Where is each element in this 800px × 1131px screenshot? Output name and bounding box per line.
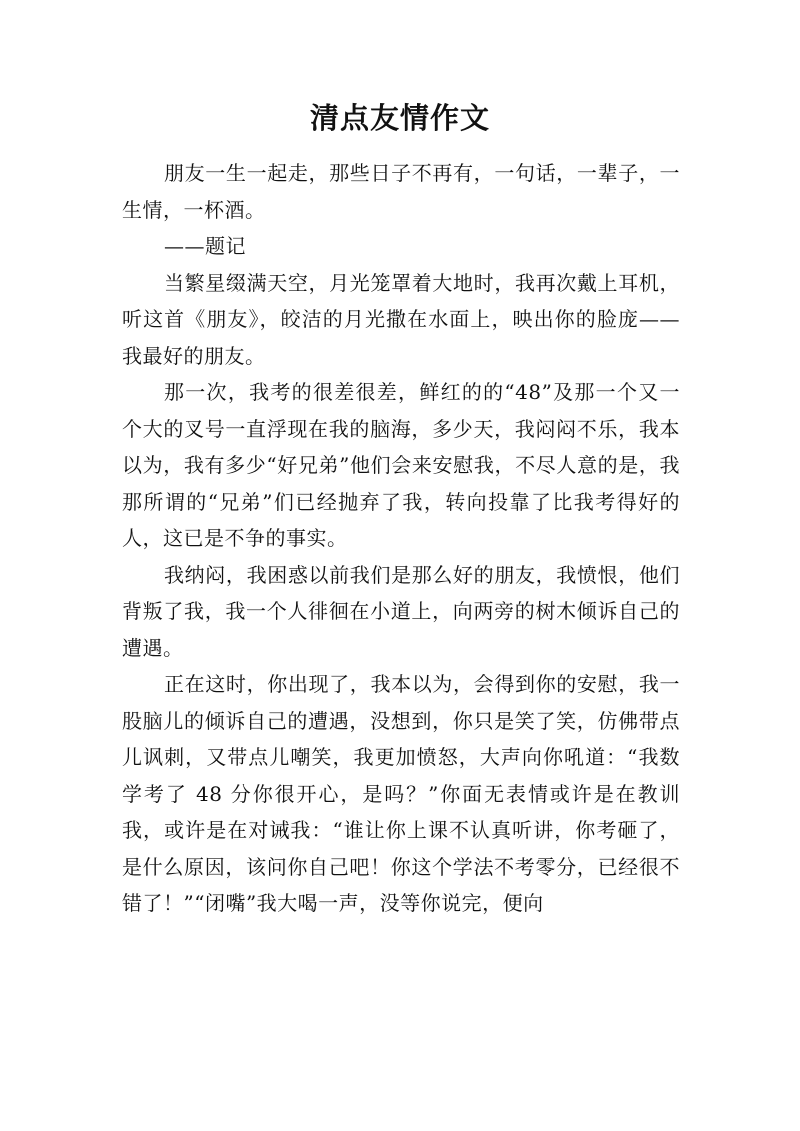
- paragraph-opening: 当繁星缀满天空，月光笼罩着大地时，我再次戴上耳机，听这首《朋友》，皎洁的月光撒在水面上，映出你的脸庞——我最好的朋友。: [122, 270, 680, 368]
- document-title: 清点友情作文: [309, 101, 490, 135]
- paragraph-epigraph-attribution: ——题记: [164, 234, 246, 258]
- paragraph-confusion: 我纳闷，我困惑以前我们是那么好的朋友，我愤恨，他们背叛了我，我一个人徘徊在小道上，向两旁的树木倾诉自己的遭遇。: [122, 562, 680, 660]
- document-body: [122, 155, 680, 922]
- paragraph-exam: 那一次，我考的很差很差，鲜红的的“48”及那一个又一个大的叉号一直浮现在我的脑海，多少天，我闷闷不乐，我本以为，我有多少“好兄弟”他们会来安慰我，不尽人意的是，我那所谓的“兄弟”们已经抛弃了我，转向投靠了比我考得好的人，这已是不争的事实。: [122, 380, 680, 550]
- paragraph-epigraph: 朋友一生一起走，那些日子不再有，一句话，一辈子，一生情，一杯酒。: [122, 161, 680, 222]
- paragraph-encounter: 正在这时，你出现了，我本以为，会得到你的安慰，我一股脑儿的倾诉自己的遭遇，没想到，你只是笑了笑，仿佛带点儿讽刺，又带点儿嘲笑，我更加愤怒，大声向你吼道：“我数学考了 48 分你很开心，是吗？”你面无表情或许是在教训我，或许是在对诫我：“谁让你上课不认真听讲，你考砸了，是什么原因，该问你自己吧！你这个学法不考零分，已经很不错了！”“闭嘴”我大喝一声，没等你说完，便向: [122, 672, 680, 915]
